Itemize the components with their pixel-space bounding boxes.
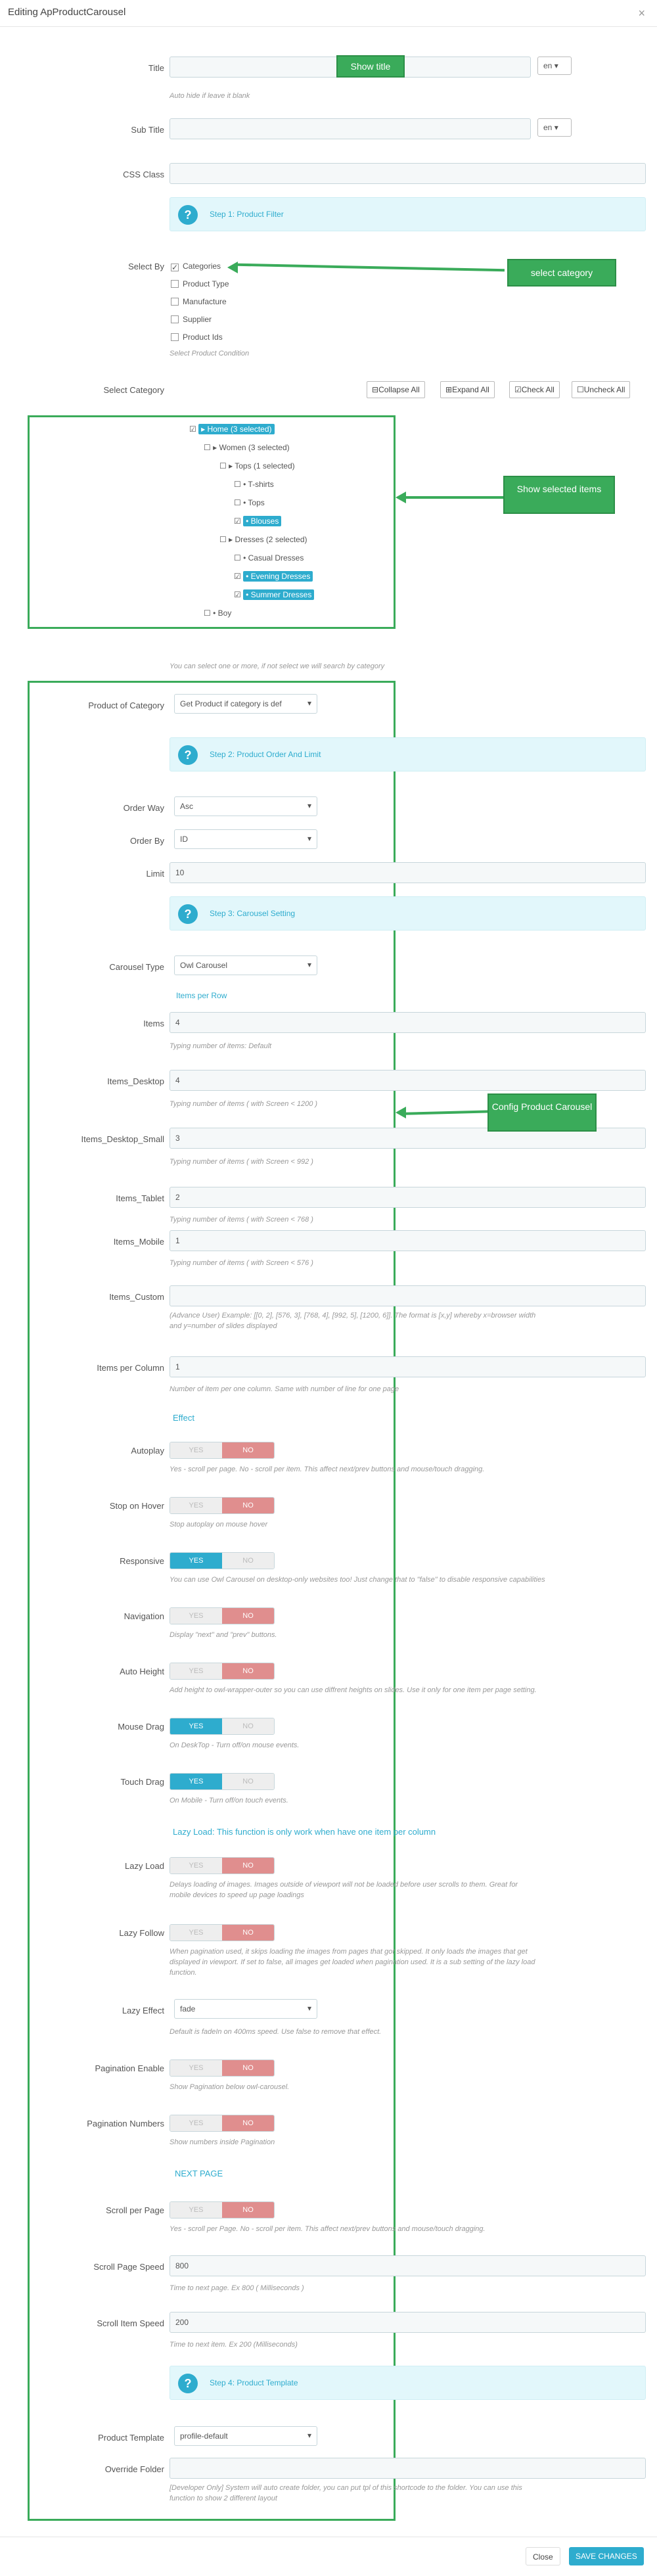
items-desktop-help: Typing number of items ( with Screen < 1200 )	[170, 1100, 318, 1108]
autoplay-toggle[interactable]	[170, 1442, 275, 1459]
autoplay-label: Autoplay	[131, 1446, 164, 1456]
product-template-select[interactable]	[174, 2426, 317, 2446]
override-folder-help: function to show 2 different layout	[170, 2495, 277, 2502]
select-category-help: You can select one or more, if not select we will search by category	[170, 662, 385, 670]
auto-height-toggle[interactable]	[170, 1663, 275, 1680]
items-label: Items	[143, 1019, 164, 1028]
check-all-label: Check All	[521, 385, 555, 394]
pagination-enable-label: Pagination Enable	[95, 2063, 164, 2073]
tree-label: Casual Dresses	[248, 553, 304, 563]
toggle-yes[interactable]: YES	[170, 1553, 222, 1569]
toggle-yes[interactable]: YES	[170, 1442, 222, 1458]
items-per-column-help: Number of item per one column. Same with number of line for one page	[170, 1385, 399, 1393]
uncheck-all-label: Uncheck All	[583, 385, 625, 394]
scroll-item-speed-help: Time to next item. Ex 200 (Milliseconds)	[170, 2341, 298, 2349]
scroll-page-speed-input[interactable]	[170, 2255, 646, 2276]
navigation-label: Navigation	[124, 1611, 164, 1621]
tree-label: Evening Dresses	[250, 572, 311, 581]
tree-casual-dresses[interactable]: ☐ • Casual Dresses	[234, 553, 304, 563]
tree-label: Tops	[248, 498, 265, 507]
save-changes-button[interactable]: SAVE CHANGES	[569, 2547, 644, 2565]
tree-label: T-shirts	[248, 480, 274, 489]
option-label: Categories	[183, 262, 221, 271]
items-custom-label: Items_Custom	[109, 1292, 164, 1302]
lazy-load-label: Lazy Load	[125, 1861, 164, 1871]
responsive-help: You can use Owl Carousel on desktop-only websites too! Just change that to "false" to disable responsive capabilities	[170, 1576, 545, 1584]
lazy-load-toggle[interactable]	[170, 1857, 275, 1874]
subtitle-label: Sub Title	[131, 125, 164, 135]
folder-icon: ▸	[229, 535, 233, 544]
tree-tops[interactable]: ☐ • Tops	[234, 498, 265, 507]
tree-label: Blouses	[250, 517, 279, 526]
product-template-label: Product Template	[98, 2433, 164, 2443]
input-value: 1	[175, 1362, 180, 1371]
toggle-no[interactable]: NO	[222, 1925, 274, 1941]
question-icon: ?	[178, 205, 198, 225]
input-value: 200	[175, 2318, 189, 2327]
toggle-no[interactable]: NO	[222, 2202, 274, 2218]
scroll-page-speed-help: Time to next page. Ex 800 ( Milliseconds )	[170, 2284, 304, 2292]
items-tablet-label: Items_Tablet	[116, 1193, 164, 1203]
select-by-help: Select Product Condition	[170, 350, 250, 357]
step4-title: Step 4: Product Template	[210, 2378, 298, 2387]
tree-label: Tops (1 selected)	[235, 461, 295, 471]
close-icon[interactable]: ×	[638, 7, 645, 20]
toggle-no[interactable]: NO	[222, 2060, 274, 2076]
select-value: profile-default	[180, 2431, 228, 2441]
pagination-numbers-help: Show numbers inside Pagination	[170, 2138, 275, 2146]
tree-summer-dresses[interactable]: ☑ • Summer Dresses	[234, 590, 314, 599]
items-desktop-small-label: Items_Desktop_Small	[81, 1134, 164, 1144]
tree-label: Women (3 selected)	[219, 443, 290, 452]
question-icon: ?	[178, 904, 198, 924]
mouse-drag-toggle[interactable]	[170, 1718, 275, 1735]
lazy-follow-help: function.	[170, 1969, 197, 1977]
select-by-supplier[interactable]	[171, 315, 212, 324]
step1-title: Step 1: Product Filter	[210, 210, 284, 219]
checkbox-icon	[171, 333, 179, 341]
toggle-yes[interactable]: YES	[170, 1608, 222, 1624]
check-icon: ☑	[514, 385, 522, 394]
toggle-no[interactable]: NO	[222, 1774, 274, 1789]
pagination-enable-toggle[interactable]	[170, 2059, 275, 2077]
select-by-categories[interactable]	[171, 262, 221, 271]
stop-on-hover-help: Stop autoplay on mouse hover	[170, 1521, 268, 1529]
order-by-select[interactable]	[174, 829, 317, 849]
toggle-no[interactable]: NO	[222, 1718, 274, 1734]
override-folder-help: [Developer Only] System will auto create folder, you can put tpl of this shortcode to the folder. You can use this	[170, 2484, 522, 2492]
touch-drag-help: On Mobile - Turn off/on touch events.	[170, 1797, 288, 1805]
items-desktop-small-help: Typing number of items ( with Screen < 992 )	[170, 1158, 313, 1166]
auto-height-help: Add height to owl-wrapper-outer so you can use diffrent heights on slides. Use it only for one item per page setting.	[170, 1686, 537, 1694]
expand-all-label: Expand All	[452, 385, 489, 394]
pagination-numbers-toggle[interactable]	[170, 2115, 275, 2132]
tree-label: Summer Dresses	[250, 590, 312, 599]
items-mobile-label: Items_Mobile	[113, 1237, 164, 1247]
lazy-load-help: mobile devices to speed up page loadings	[170, 1891, 304, 1899]
autoplay-help: Yes - scroll per page. No - scroll per item. This affect next/prev buttons and mouse/touch dragging.	[170, 1465, 485, 1473]
limit-input[interactable]	[170, 862, 646, 883]
override-folder-label: Override Folder	[104, 2464, 164, 2474]
tree-label: Boy	[217, 609, 232, 618]
arrow-line	[237, 264, 505, 272]
mouse-drag-help: On DeskTop - Turn off/on mouse events.	[170, 1741, 300, 1749]
carousel-type-label: Carousel Type	[109, 962, 164, 972]
step2-banner	[170, 737, 646, 771]
checkbox-checked-icon: ✓	[171, 263, 179, 272]
uncheck-all-button[interactable]	[572, 381, 630, 398]
select-by-product-type[interactable]	[171, 279, 229, 288]
touch-drag-label: Touch Drag	[120, 1777, 164, 1787]
select-value: fade	[180, 2004, 196, 2013]
close-button[interactable]: Close	[526, 2547, 560, 2565]
modal-title: Editing ApProductCarousel	[8, 7, 126, 18]
carousel-type-select[interactable]	[174, 955, 317, 975]
order-way-select[interactable]	[174, 796, 317, 816]
tree-women[interactable]: ☐ ▸ Women (3 selected)	[204, 443, 290, 452]
folder-icon: ▸	[229, 461, 233, 471]
items-input[interactable]	[170, 1012, 646, 1033]
header-divider	[0, 26, 657, 27]
callout-show-title: Show title	[336, 55, 405, 78]
scroll-item-speed-input[interactable]	[170, 2312, 646, 2333]
input-value: 1	[175, 1236, 180, 1245]
tree-label: Dresses (2 selected)	[235, 535, 307, 544]
scroll-item-speed-label: Scroll Item Speed	[97, 2318, 164, 2328]
order-by-label: Order By	[129, 836, 164, 846]
effect-heading: Effect	[173, 1413, 195, 1423]
lazy-effect-help: Default is fadeIn on 400ms speed. Use false to remove that effect.	[170, 2028, 382, 2036]
stop-on-hover-toggle[interactable]	[170, 1497, 275, 1514]
tree-evening-dresses[interactable]: ☑ • Evening Dresses	[234, 572, 313, 581]
toggle-no[interactable]: NO	[222, 2115, 274, 2131]
tree-boy[interactable]: ☐ • Boy	[204, 609, 232, 618]
lazy-follow-label: Lazy Follow	[119, 1928, 164, 1938]
input-value: 4	[175, 1076, 180, 1085]
checkbox-icon	[171, 280, 179, 288]
select-value: Owl Carousel	[180, 961, 228, 970]
lazy-load-help: Delays loading of images. Images outside of viewport will not be loaded before user scrolls to them. Great for	[170, 1881, 518, 1889]
tree-label: Home (3 selected)	[207, 425, 272, 434]
callout-config: Config Product Carousel	[487, 1093, 597, 1132]
lazy-effect-label: Lazy Effect	[122, 2006, 164, 2015]
toggle-yes[interactable]: YES	[170, 2115, 222, 2131]
input-value: 2	[175, 1193, 180, 1202]
subtitle-lang-select[interactable]: en ▾	[537, 118, 572, 137]
option-label: Supplier	[183, 315, 212, 324]
option-label: Product Type	[183, 279, 229, 288]
pagination-enable-help: Show Pagination below owl-carousel.	[170, 2083, 290, 2091]
order-way-label: Order Way	[123, 803, 164, 813]
touch-drag-toggle[interactable]	[170, 1773, 275, 1790]
toggle-yes[interactable]: YES	[170, 1858, 222, 1874]
select-by-manufacture[interactable]	[171, 297, 227, 306]
navigation-help: Display "next" and "prev" buttons.	[170, 1631, 277, 1639]
collapse-icon: ⊟	[372, 385, 379, 394]
arrow-line	[405, 1110, 493, 1115]
select-by-label: Select By	[128, 262, 164, 271]
items-per-row-heading: Items per Row	[176, 991, 227, 1000]
arrow-line	[405, 496, 503, 499]
step1-banner	[170, 197, 646, 231]
folder-icon: ▸	[201, 425, 206, 434]
items-per-column-label: Items per Column	[97, 1363, 164, 1373]
title-lang-value: en	[543, 61, 553, 70]
subtitle-input[interactable]	[170, 118, 531, 139]
input-value: 800	[175, 2261, 189, 2270]
step3-title: Step 3: Carousel Setting	[210, 909, 296, 918]
toggle-yes[interactable]: YES	[170, 1774, 222, 1789]
lazy-follow-help: displayed in viewport. If set to false, all images get loaded when pagination used. It is a sub setting of the lazy load	[170, 1958, 535, 1966]
scroll-per-page-toggle[interactable]	[170, 2201, 275, 2219]
uncheck-icon: ☐	[577, 385, 584, 394]
items-custom-help: and y=number of slides displayed	[170, 1322, 277, 1330]
option-label: Product Ids	[183, 333, 223, 342]
folder-icon: ▸	[213, 443, 217, 452]
toggle-no[interactable]: NO	[222, 1553, 274, 1569]
check-all-button[interactable]	[509, 381, 560, 398]
toggle-no[interactable]: NO	[222, 1442, 274, 1458]
items-per-column-input[interactable]	[170, 1356, 646, 1377]
question-icon: ?	[178, 745, 198, 765]
items-custom-help: (Advance User) Example: [[0, 2], [576, 3], [768, 4], [992, 5], [1200, 6]]. The format is [x,y] whereby x=browser width	[170, 1312, 536, 1320]
lazy-effect-select[interactable]	[174, 1999, 317, 2019]
scroll-per-page-help: Yes - scroll per Page. No - scroll per item. This affect next/prev buttons and mouse/touch dragging.	[170, 2225, 486, 2233]
tree-home[interactable]: ☑ ▸ Home (3 selected)	[189, 425, 275, 434]
tree-dresses[interactable]: ☐ ▸ Dresses (2 selected)	[219, 535, 307, 544]
select-value: Asc	[180, 802, 194, 811]
expand-icon: ⊞	[445, 385, 453, 394]
step2-title: Step 2: Product Order And Limit	[210, 750, 321, 759]
title-lang-select[interactable]: en ▾	[537, 57, 572, 75]
toggle-yes[interactable]: YES	[170, 1718, 222, 1734]
lazy-follow-toggle[interactable]	[170, 1924, 275, 1941]
callout-show-selected: Show selected items	[503, 476, 615, 514]
input-value: 3	[175, 1134, 180, 1143]
select-category-label: Select Category	[103, 385, 164, 395]
collapse-all-button[interactable]	[367, 381, 425, 398]
toggle-no[interactable]: NO	[222, 1608, 274, 1624]
stop-on-hover-label: Stop on Hover	[109, 1501, 164, 1511]
next-page-heading: NEXT PAGE	[175, 2169, 223, 2178]
responsive-toggle[interactable]	[170, 1552, 275, 1569]
option-label: Manufacture	[183, 297, 227, 306]
tree-blouses[interactable]: ☑ • Blouses	[234, 517, 281, 526]
product-of-category-select[interactable]	[174, 694, 317, 714]
css-class-input[interactable]	[170, 163, 646, 184]
question-icon: ?	[178, 2374, 198, 2393]
tree-tshirts[interactable]: ☐ • T-shirts	[234, 480, 274, 489]
items-help: Typing number of items: Default	[170, 1042, 272, 1050]
items-mobile-help: Typing number of items ( with Screen < 576 )	[170, 1259, 313, 1267]
input-value: 4	[175, 1018, 180, 1027]
toggle-yes[interactable]: YES	[170, 2060, 222, 2076]
select-by-product-ids[interactable]	[171, 333, 223, 342]
items-desktop-input[interactable]	[170, 1070, 646, 1091]
limit-label: Limit	[146, 869, 164, 879]
checkbox-icon	[171, 298, 179, 306]
auto-height-label: Auto Height	[120, 1667, 164, 1676]
items-tablet-input[interactable]	[170, 1187, 646, 1208]
step3-banner	[170, 896, 646, 931]
items-tablet-help: Typing number of items ( with Screen < 768 )	[170, 1216, 313, 1224]
select-value: ID	[180, 835, 188, 844]
toggle-yes[interactable]: YES	[170, 1663, 222, 1679]
step4-banner	[170, 2366, 646, 2400]
collapse-all-label: Collapse All	[378, 385, 420, 394]
expand-all-button[interactable]	[440, 381, 495, 398]
select-value: Get Product if category is def	[180, 699, 282, 708]
mouse-drag-label: Mouse Drag	[118, 1722, 164, 1732]
responsive-label: Responsive	[120, 1556, 164, 1566]
override-folder-input[interactable]	[170, 2458, 646, 2479]
checkbox-icon	[171, 315, 179, 323]
toggle-yes[interactable]: YES	[170, 1498, 222, 1513]
title-help: Auto hide if leave it blank	[170, 92, 250, 100]
toggle-no[interactable]: NO	[222, 1858, 274, 1874]
toggle-yes[interactable]: YES	[170, 2202, 222, 2218]
title-label: Title	[148, 63, 164, 73]
navigation-toggle[interactable]	[170, 1607, 275, 1624]
scroll-page-speed-label: Scroll Page Speed	[93, 2262, 164, 2272]
toggle-no[interactable]: NO	[222, 1663, 274, 1679]
subtitle-lang-value: en	[543, 123, 553, 132]
toggle-yes[interactable]: YES	[170, 1925, 222, 1941]
pagination-numbers-label: Pagination Numbers	[87, 2119, 164, 2128]
input-value: 10	[175, 868, 185, 877]
items-desktop-label: Items_Desktop	[107, 1076, 164, 1086]
toggle-no[interactable]: NO	[222, 1498, 274, 1513]
css-class-label: CSS Class	[123, 170, 164, 179]
tree-tops-parent[interactable]: ☐ ▸ Tops (1 selected)	[219, 461, 295, 471]
product-of-category-label: Product of Category	[88, 701, 164, 710]
items-custom-input[interactable]	[170, 1285, 646, 1306]
lazy-load-note: Lazy Load: This function is only work when have one item per column	[173, 1827, 436, 1837]
items-mobile-input[interactable]	[170, 1230, 646, 1251]
lazy-follow-help: When pagination used, it skips loading the images from pages that got skipped. It only loads the images that get	[170, 1948, 528, 1956]
scroll-per-page-label: Scroll per Page	[106, 2205, 164, 2215]
callout-select-category: select category	[507, 259, 616, 287]
